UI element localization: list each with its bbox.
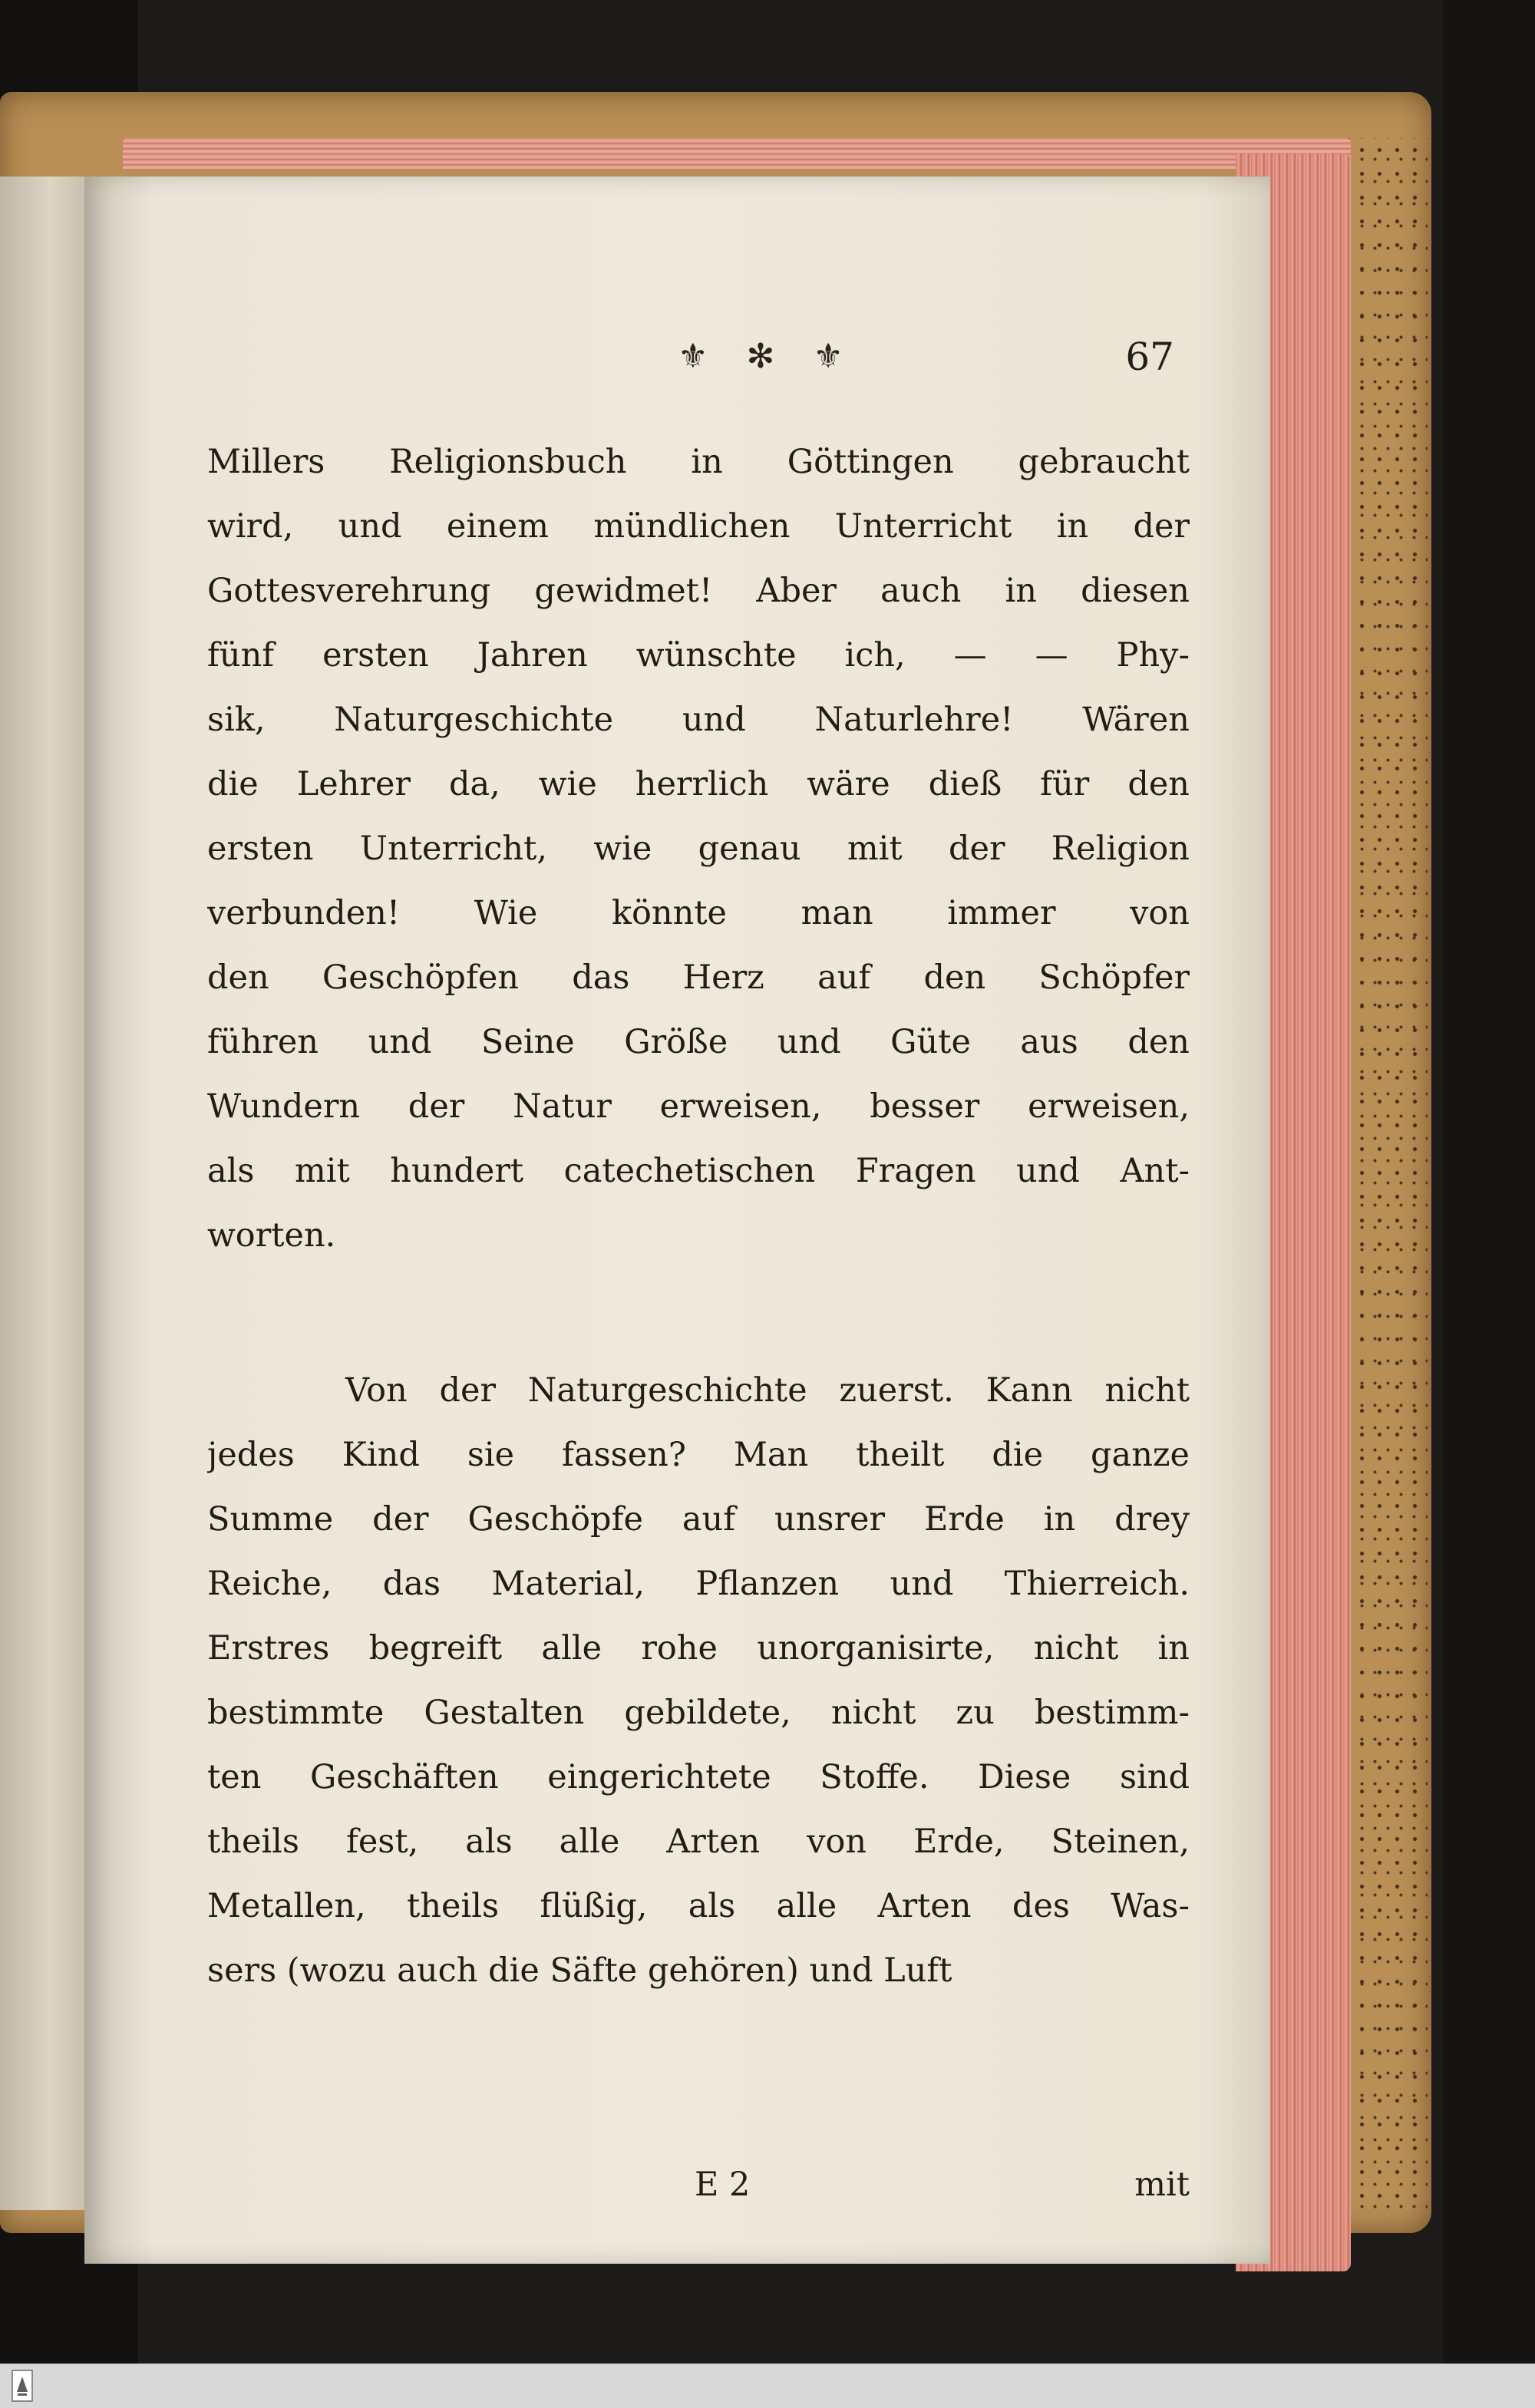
text-line: Gottesverehrung gewidmet! Aber auch in diesen [207, 572, 1190, 610]
text-line: Reiche, das Material, Pflanzen und Thierreich. [207, 1565, 1190, 1603]
archive-bar [0, 2363, 1535, 2408]
text-line: Von der Naturgeschichte zuerst. Kann nicht [345, 1371, 1190, 1410]
previous-page [0, 176, 84, 2210]
text-line: Summe der Geschöpfe auf unsrer Erde in drey [207, 1500, 1190, 1539]
text-line: führen und Seine Größe und Güte aus den [207, 1023, 1190, 1061]
library-logo-icon [11, 2369, 34, 2403]
text-line: ten Geschäften eingerichtete Stoffe. Diese sind [207, 1758, 1190, 1796]
text-line: sik, Naturgeschichte und Naturlehre! Wären [207, 701, 1190, 739]
page-header [514, 334, 1174, 380]
text-line: verbunden! Wie könnte man immer von [207, 894, 1190, 932]
text-line: bestimmte Gestalten gebildete, nicht zu bestimm- [207, 1694, 1190, 1732]
catchword: mit [1134, 2166, 1190, 2204]
text-line: ersten Unterricht, wie genau mit der Religion [207, 830, 1190, 868]
page-edge-top [123, 138, 1351, 169]
signature-mark: E 2 [695, 2166, 751, 2204]
text-line: die Lehrer da, wie herrlich wäre dieß für den [207, 765, 1190, 803]
text-line: wird, und einem mündlichen Unterricht in der [207, 507, 1190, 546]
scan-background [1443, 0, 1535, 2363]
page-number: 67 [1125, 335, 1174, 379]
paragraph [207, 430, 1190, 1268]
paragraph [207, 1358, 1190, 2003]
text-line: fünf ersten Jahren wünschte ich, — — Phy- [207, 636, 1190, 675]
text-line: als mit hundert catechetischen Fragen und Ant- [207, 1152, 1190, 1190]
text-line: Metallen, theils flüßig, als alle Arten des Was- [207, 1887, 1190, 1925]
header-ornament: ⚜ ✻ ⚜ [678, 337, 857, 376]
text-line: worten. [207, 1216, 336, 1255]
text-line: Erstres begreift alle rohe unorganisirte, nicht in [207, 1629, 1190, 1667]
text-line: sers (wozu auch die Säfte gehören) und Luft [207, 1951, 952, 1990]
text-line: jedes Kind sie fassen? Man theilt die ganze [207, 1436, 1190, 1474]
page-footer [207, 2152, 1190, 2217]
text-line: Millers Religionsbuch in Göttingen gebraucht [207, 443, 1190, 481]
text-line: den Geschöpfen das Herz auf den Schöpfer [207, 958, 1190, 997]
book-page [84, 176, 1270, 2264]
text-line: theils fest, als alle Arten von Erde, Steinen, [207, 1822, 1190, 1861]
text-line: Wundern der Natur erweisen, besser erweisen, [207, 1087, 1190, 1126]
